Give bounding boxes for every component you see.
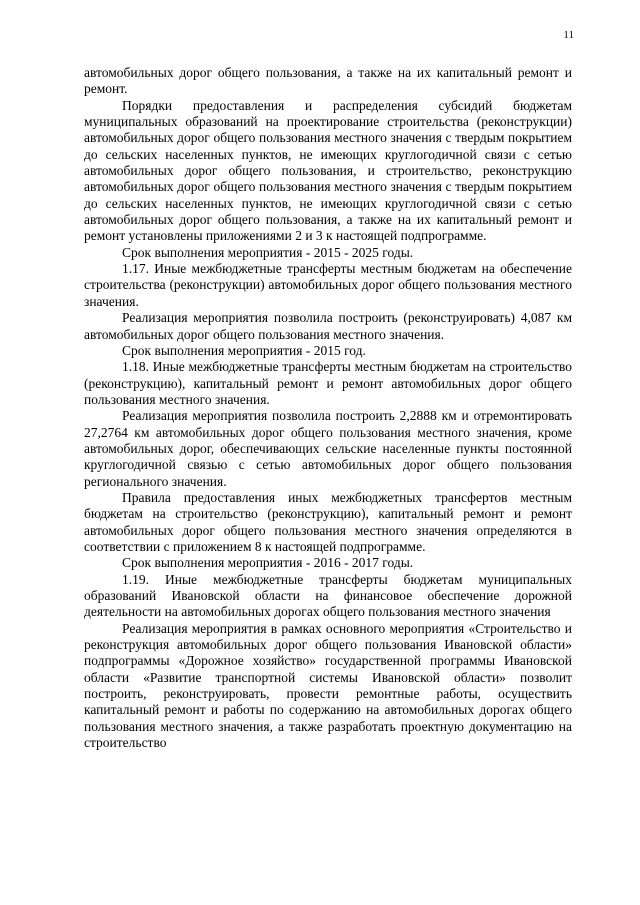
page-number: 11 (563, 29, 574, 41)
paragraph-continuation: автомобильных дорог общего пользования, а также на их капитальный ремонт и ремонт. (84, 65, 572, 97)
paragraph-item-1-18: 1.18. Иные межбюджетные трансферты местным бюджетам на строительство (реконструкцию), капитальный ремонт и ремонт автомобильных дорог общего пользования местного значения. (84, 359, 572, 407)
paragraph-result-1-19: Реализация мероприятия в рамках основного мероприятия «Строительство и реконструкция автомобильных дорог общего пользования Ивановской области» подпрограммы «Дорожное хозяйство» государственной программы Ивановской области «Развитие транспортной системы Ивановской области» позволит построить, реконструировать, провести ремонтные работы, осуществить капитальный ремонт и работы по содержанию на автомобильных дорогах общего пользования местного значения, а также разработать проектную документацию на строительство (84, 620, 572, 751)
paragraph-rules-1-18: Правила предоставления иных межбюджетных трансфертов местным бюджетам на строительство (реконструкцию), капитальный ремонт и ремонт автомобильных дорог общего пользования местного значения определяются в соответствии с приложением 8 к настоящей подпрограмме. (84, 489, 572, 554)
paragraph-result-1-18: Реализация мероприятия позволила построить 2,2888 км и отремонтировать 27,2764 км автомобильных дорог общего пользования местного значения, кроме автомобильных дорог, обеспечивающих сельские населенные пункты постоянной круглогодичной связью с сетью автомобильных дорог общего пользования регионального значения. (84, 408, 572, 489)
paragraph-deadline-2015: Срок выполнения мероприятия - 2015 год. (122, 342, 366, 358)
paragraph-item-1-17: 1.17. Иные межбюджетные трансферты местным бюджетам на обеспечение строительства (реконструкции) автомобильных дорог общего пользования местного значения. (84, 261, 572, 309)
document-body (84, 65, 572, 751)
paragraph-deadline-2015-2025: Срок выполнения мероприятия - 2015 - 2025 годы. (122, 244, 414, 260)
paragraph-deadline-2016-2017: Срок выполнения мероприятия - 2016 - 2017 годы. (122, 555, 414, 571)
paragraph-subsidy-procedures: Порядки предоставления и распределения субсидий бюджетам муниципальных образований на проектирование строительства (реконструкции) автомобильных дорог общего пользования местного значения с твердым покрытием до сельских населенных пунктов, не имеющих круглогодичной связи с сетью автомобильных дорог общего пользования, и строительство, реконструкцию автомобильных дорог общего пользования местного значения с твердым покрытием до сельских населенных пунктов, не имеющих круглогодичной связи с сетью автомобильных дорог общего пользования, а также на их капитальный ремонт и ремонт установлены приложениями 2 и 3 к настоящей подпрограмме. (84, 97, 572, 244)
paragraph-result-1-17: Реализация мероприятия позволила построить (реконструировать) 4,087 км автомобильных дорог общего пользования местного значения. (84, 310, 572, 342)
paragraph-item-1-19: 1.19. Иные межбюджетные трансферты бюджетам муниципальных образований Ивановской области на финансовое обеспечение дорожной деятельности на автомобильных дорогах общего пользования местного значения (84, 571, 572, 620)
